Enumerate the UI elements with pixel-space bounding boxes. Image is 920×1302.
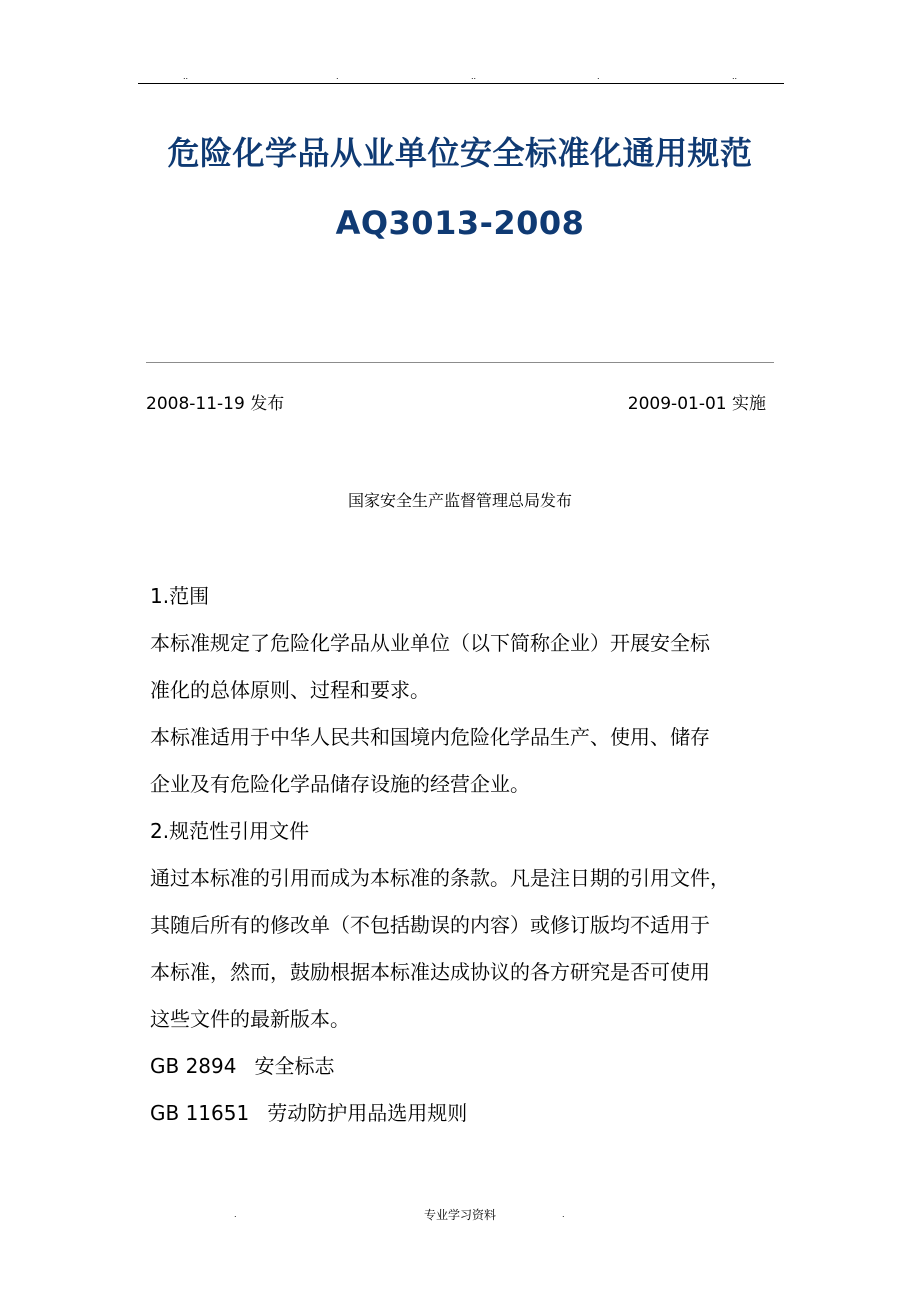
- header-dot: ..: [732, 72, 738, 81]
- reference-name: 劳动防护用品选用规则: [267, 1101, 468, 1125]
- paragraph-line: 本标准，然而，鼓励根据本标准达成协议的各方研究是否可使用: [150, 960, 710, 984]
- paragraph-line: 准化的总体原则、过程和要求。: [150, 678, 430, 702]
- publish-date: 2008-11-19 发布: [146, 394, 285, 414]
- footer-dot: .: [562, 1210, 565, 1219]
- header-dot: ..: [471, 72, 477, 81]
- issuing-authority: 国家安全生产监督管理总局发布: [347, 491, 572, 510]
- paragraph-line: 本标准适用于中华人民共和国境内危险化学品生产、使用、储存: [150, 725, 710, 749]
- section-heading-references: 2.规范性引用文件: [150, 819, 310, 843]
- header-rule: [138, 83, 784, 84]
- reference-item: [150, 1101, 780, 1125]
- standard-code: AQ3013-2008: [335, 204, 585, 242]
- footer-dot: .: [234, 1210, 237, 1219]
- footer-label: 专业学习资料: [423, 1208, 496, 1222]
- section-heading-scope: 1.范围: [150, 584, 210, 608]
- reference-name: 安全标志: [254, 1054, 335, 1078]
- reference-code: GB 2894: [150, 1054, 237, 1078]
- header-dot: .: [336, 72, 339, 81]
- paragraph-line: 通过本标准的引用而成为本标准的条款。凡是注日期的引用文件，: [150, 866, 730, 890]
- paragraph-line: 其随后所有的修改单（不包括勘误的内容）或修订版均不适用于: [150, 913, 710, 937]
- effective-date: 2009-01-01 实施: [627, 394, 766, 414]
- header-dot: ..: [183, 72, 189, 81]
- paragraph-line: 企业及有危险化学品储存设施的经营企业。: [150, 772, 530, 796]
- title-divider: [146, 362, 774, 363]
- paragraph-line: 这些文件的最新版本。: [150, 1007, 350, 1031]
- paragraph-line: 本标准规定了危险化学品从业单位（以下简称企业）开展安全标: [150, 631, 710, 655]
- header-dot: .: [597, 72, 600, 81]
- reference-item: [150, 1054, 780, 1078]
- document-body: [150, 584, 780, 1148]
- document-title: 危险化学品从业单位安全标准化通用规范: [167, 134, 753, 172]
- reference-code: GB 11651: [150, 1101, 250, 1125]
